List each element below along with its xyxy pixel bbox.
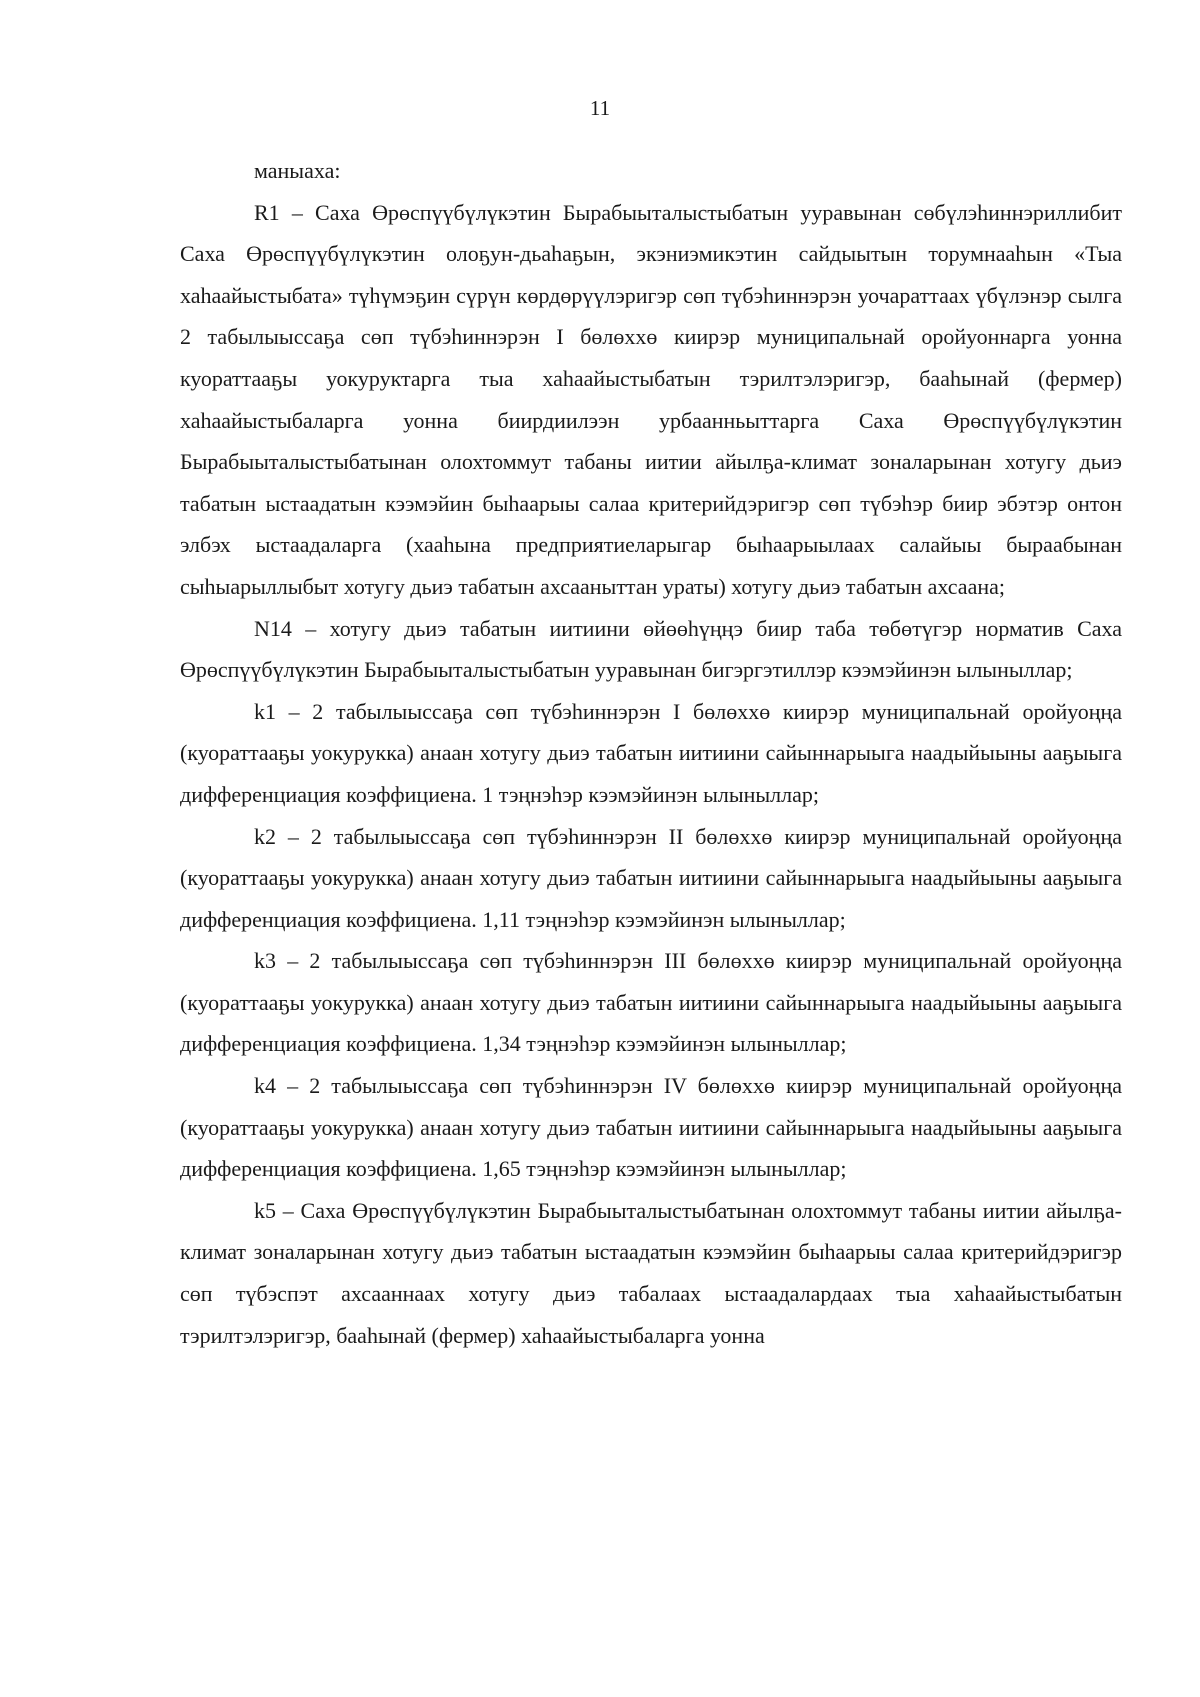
paragraph-intro: маныаха: xyxy=(254,158,341,183)
paragraph-k1-definition: k1 – 2 табылыыссаҕа сөп түбэһиннэрэн I бөлөххө киирэр муниципальнай оройуоңңа (куораттааҕы уокурукка) анаан хотугу дьиэ табатын иитиини сайыннарыыга наадыйыыны ааҕыыга дифференциация коэффициена. 1 тэңнэһэр кээмэйинэн ылыныллар; xyxy=(180,698,1122,807)
paragraph-k3-definition: k3 – 2 табылыыссаҕа сөп түбэһиннэрэн III бөлөххө киирэр муниципальнай оройуоңңа (куораттааҕы уокурукка) анаан хотугу дьиэ табатын иитиини сайыннарыыга наадыйыыны ааҕыыга дифференциация коэффициена. 1,34 тэңнэһэр кээмэйинэн ылыныллар; xyxy=(180,948,1122,1057)
paragraph-n14-definition: N14 – хотугу дьиэ табатын иитиини өйөөһүңңэ биир таба төбөтүгэр норматив Саха Өрөспүүбүлүкэтин Бырабыыталыстыбатын ууравынан бигэргэтиллэр кээмэйинэн ылыныллар; xyxy=(180,615,1122,683)
page-number: 11 xyxy=(589,96,611,120)
paragraph-k4-definition: k4 – 2 табылыыссаҕа сөп түбэһиннэрэн IV бөлөххө киирэр муниципальнай оройуоңңа (куораттааҕы уокурукка) анаан хотугу дьиэ табатын иитиини сайыннарыыга наадыйыыны ааҕыыга дифференциация коэффициена. 1,65 тэңнэһэр кээмэйинэн ылыныллар; xyxy=(180,1073,1122,1182)
paragraph-k5-definition: k5 – Саха Өрөспүүбүлүкэтин Бырабыыталыстыбатынан олохтоммут табаны иитии айылҕа-климат зоналарынан хотугу дьиэ табатын ыстаадатын кээмэйин быһаарыы салаа критерийдэригэр сөп түбэспэт ахсааннаах хотугу дьиэ табалаах ыстаадалардаах тыа хаһаайыстыбатын тэрилтэлэригэр, бааһынай (фермер) хаһаайыстыбаларга уонна xyxy=(180,1197,1122,1348)
document-body xyxy=(180,150,1122,1356)
paragraph-k2-definition: k2 – 2 табылыыссаҕа сөп түбэһиннэрэн II бөлөххө киирэр муниципальнай оройуоңңа (куораттааҕы уокурукка) анаан хотугу дьиэ табатын иитиини сайыннарыыга наадыйыыны ааҕыыга дифференциация коэффициена. 1,11 тэңнэһэр кээмэйинэн ылыныллар; xyxy=(180,823,1122,932)
paragraph-r1-definition: R1 – Саха Өрөспүүбүлүкэтин Бырабыыталыстыбатын ууравынан сөбүлэһиннэриллибит Саха Өрөспүүбүлүкэтин олоҕун-дьаһаҕын, экэниэмикэтин сайдыытын торумнааһын «Тыа хаһаайыстыбата» түһүмэҕин сүрүн көрдөрүүлэригэр сөп түбэһиннэрэн уочараттаах үбүлэнэр сылга 2 табылыыссаҕа сөп түбэһиннэрэн I бөлөххө киирэр муниципальнай оройуоннарга уонна куораттааҕы уокуруктарга тыа хаһаайыстыбатын тэрилтэлэригэр, бааһынай (фермер) хаһаайыстыбаларга уонна биирдиилээн урбаанньыттарга Саха Өрөспүүбүлүкэтин Бырабыыталыстыбатынан олохтоммут табаны иитии айылҕа-климат зоналарынан хотугу дьиэ табатын ыстаадатын кээмэйин быһаарыы салаа критерийдэригэр сөп түбэһэр биир эбэтэр онтон элбэх ыстаадаларга (хааһына предприятиеларыгар быһаарыылаах салайыы быраабынан сыһыарыллыбыт хотугу дьиэ табатын ахсааныттан ураты) хотугу дьиэ табатын ахсаана; xyxy=(180,199,1122,599)
